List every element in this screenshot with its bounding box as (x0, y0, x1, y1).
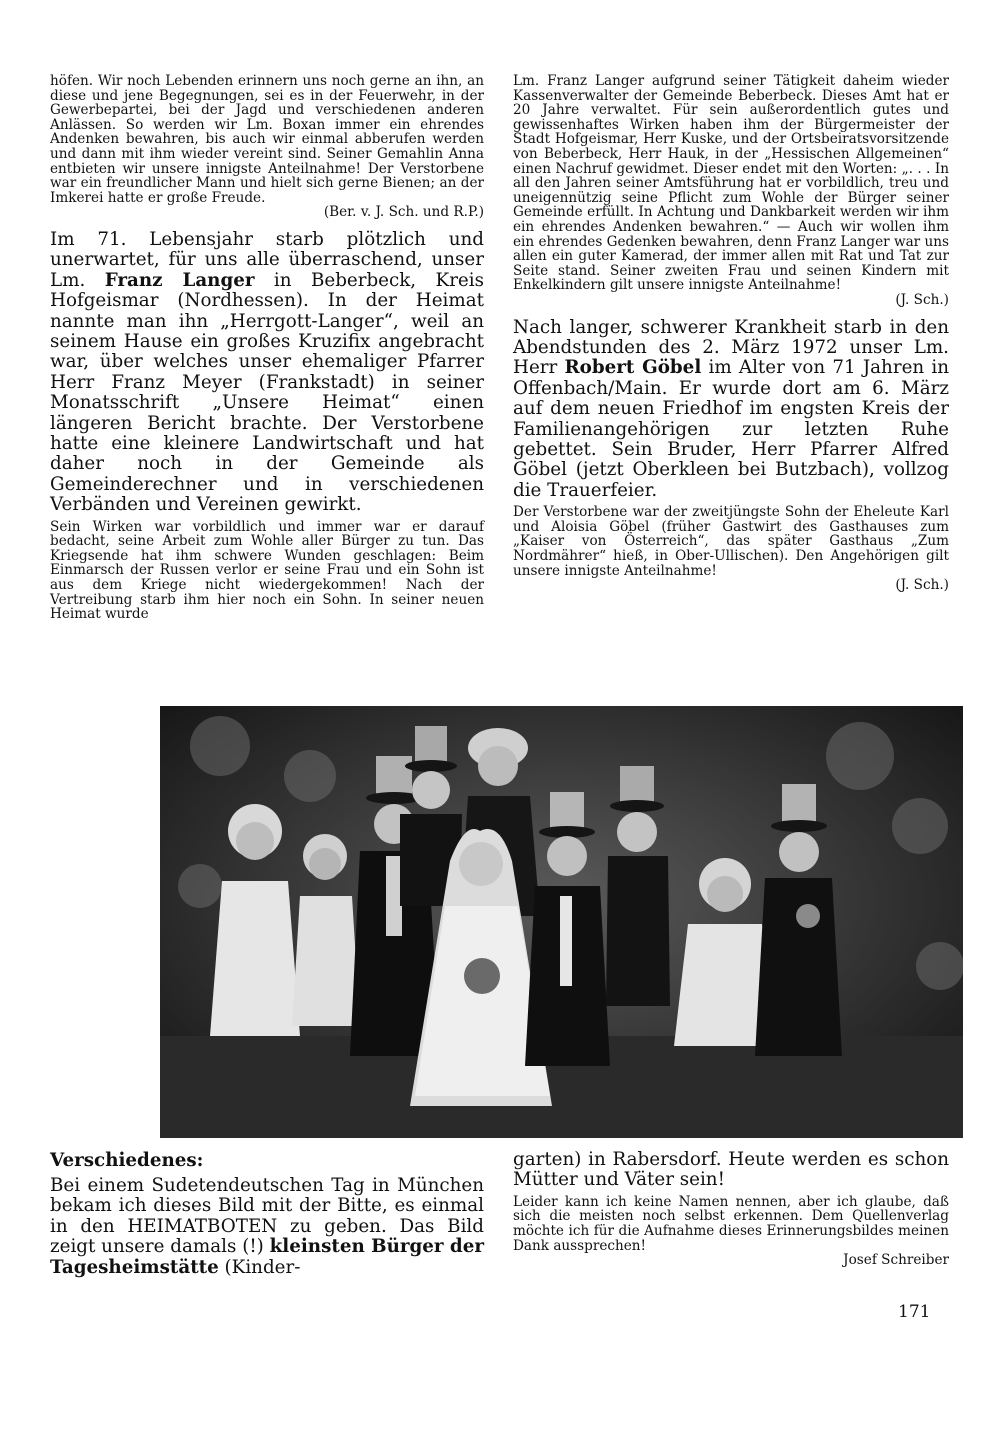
bottom-right-column (513, 1150, 949, 1268)
left-column (50, 74, 484, 622)
bottom-left-column (50, 1150, 484, 1278)
caption-bold-phrase: kleinsten Bürger der Tagesheimstätte (50, 1236, 484, 1278)
signature-josef-schreiber: Josef Schreiber (843, 1252, 949, 1269)
section-heading-verschiedenes: Verschiedenes: (50, 1150, 204, 1171)
kindergarten-group-photo (160, 706, 963, 1138)
name-franz-langer: Franz Langer (104, 269, 255, 291)
signature-langer: (J. Sch.) (895, 291, 949, 308)
langer-obituary-body: Sein Wirken war vorbildlich und immer war er darauf bedacht, seine Arbeit zum Wohle aller Bürger zu tun. Das Kriegsende hat ihm schwere Wunden geschlagen: Beim Einmarsch der Russen verlor er seine Frau und ein Sohn ist aus dem Kriege nicht wiedergekommen! Nach der Vertreibung starb ihm hier noch ein Sohn. In seiner neuen Heimat wurde (50, 518, 484, 623)
photo-illustration (160, 706, 963, 1138)
boxan-obituary-end: höfen. Wir noch Lebenden erinnern uns noch gerne an ihn, an diese und jene Begegnungen, sei es in der Feuerwehr, in der Gewerbepartei, bei der Jagd und verschiedenen anderen Anlässen. So werden wir Lm. Boxan immer ein ehrendes Andenken bewahren, bis auch wir einmal abberufen werden und dann mit ihm wieder vereint sind. Seiner Gemahlin Anna entbieten wir unsere innigste Anteilnahme! Der Verstorbene war ein freundlicher Mann und hielt sich gerne Bienen; an der Imkerei hatte er große Freude. (Ber. v. J. Sch. und R.P.) (50, 73, 484, 221)
name-robert-goebel: Robert Göbel (564, 357, 702, 379)
langer-obituary-continued: Lm. Franz Langer aufgrund seiner Tätigkeit daheim wieder Kassenverwalter der Gemeinde Beberbeck. Dieses Amt hat er 20 Jahre verwaltet. Für sein außerordentlich gutes und gewissenhaftes Wirken haben ihm der Bürgermeister der Stadt Hofgeismar, Herr Kuske, und der Ortsbeiratsvorsitzende von Beberbeck, Herr Hauk, in der „Hessischen Allgemeinen“ einen Nachruf gewidmet. Dieser endet mit den Worten: „. . . In all den Jahren seiner Amtsführung hat er vorbildlich, treu und uneigennützig seine Pflicht zum Wohle der Bürger seiner Gemeinde erfüllt. In Achtung und Dankbarkeit werden wir ihm ein ehrendes Andenken bewahren.“ — Auch wir wollen ihm ein ehrendes Gedenken bewahren, denn Franz Langer war uns allen ein guter Kamerad, der immer allen mit Rat und Tat zur Seite stand. Seiner zweiten Frau und seinen Kindern mit Enkelkindern gilt unsere innigste Anteilnahme! (J. Sch.) (513, 73, 949, 308)
right-column (513, 74, 949, 593)
signature-boxan: (Ber. v. J. Sch. und R.P.) (323, 204, 484, 221)
page-number: 171 (898, 1302, 931, 1322)
goebel-obituary-intro: Nach langer, schwerer Krankheit starb in den Abendstunden des 2. März 1972 unser Lm. Herr Robert Göbel im Alter von 71 Jahren in Offenbach/Main. Er wurde dort am 6. März auf dem neuen Friedhof im engsten Kreis der Familienangehörigen zur letzten Ruhe gebettet. Sein Bruder, Herr Pfarrer Alfred Göbel (jetzt Oberkleen bei Butzbach), vollzog die Trauerfeier. (513, 316, 949, 501)
langer-obituary-intro: Im 71. Lebensjahr starb plötzlich und unerwartet, für uns alle überraschend, unser Lm. Franz Langer in Beberbeck, Kreis Hofgeismar (Nordhessen). In der Heimat nannte man ihn „Herrgott-Langer“, weil an seinem Hause ein großes Kruzifix angebracht war, über welches unser ehemaliger Pfarrer Herr Franz Meyer (Frankstadt) in seiner Monatsschrift „Unsere Heimat“ einen längeren Bericht brachte. Der Verstorbene hatte eine kleinere Landwirtschaft und hat daher noch in der Gemeinde als Gemeinderechner und in verschiedenen Verbänden und Vereinen gewirkt. (50, 228, 484, 516)
goebel-obituary-body: Der Verstorbene war der zweitjüngste Sohn der Eheleute Karl und Aloisia Göbel (früher Gastwirt des Gasthauses zum „Kaiser von Österreich“, das später Gasthaus „Zum Nordmährer“ hieß, in Ober-Ullischen). Den Angehörigen gilt unsere innigste Anteilnahme! (J. Sch.) (513, 504, 949, 594)
photo-caption-note: Leider kann ich keine Namen nennen, aber ich glaube, daß sich die meisten noch selbst erkennen. Dem Quellenverlag möchte ich für die Aufnahme dieses Erinnerungsbildes meinen Dank aussprechen! Josef Schreiber (513, 1193, 949, 1269)
signature-goebel: (J. Sch.) (895, 577, 949, 594)
photo-caption-right: garten) in Rabersdorf. Heute werden es schon Mütter und Väter sein! (513, 1149, 949, 1191)
photo-caption-left: Bei einem Sudetendeutschen Tag in München bekam ich dieses Bild mit der Bitte, es einmal in den HEIMATBOTEN zu geben. Das Bild zeigt unsere damals (!) kleinsten Bürger der Tagesheimstätte (Kinder- (50, 1175, 484, 1278)
